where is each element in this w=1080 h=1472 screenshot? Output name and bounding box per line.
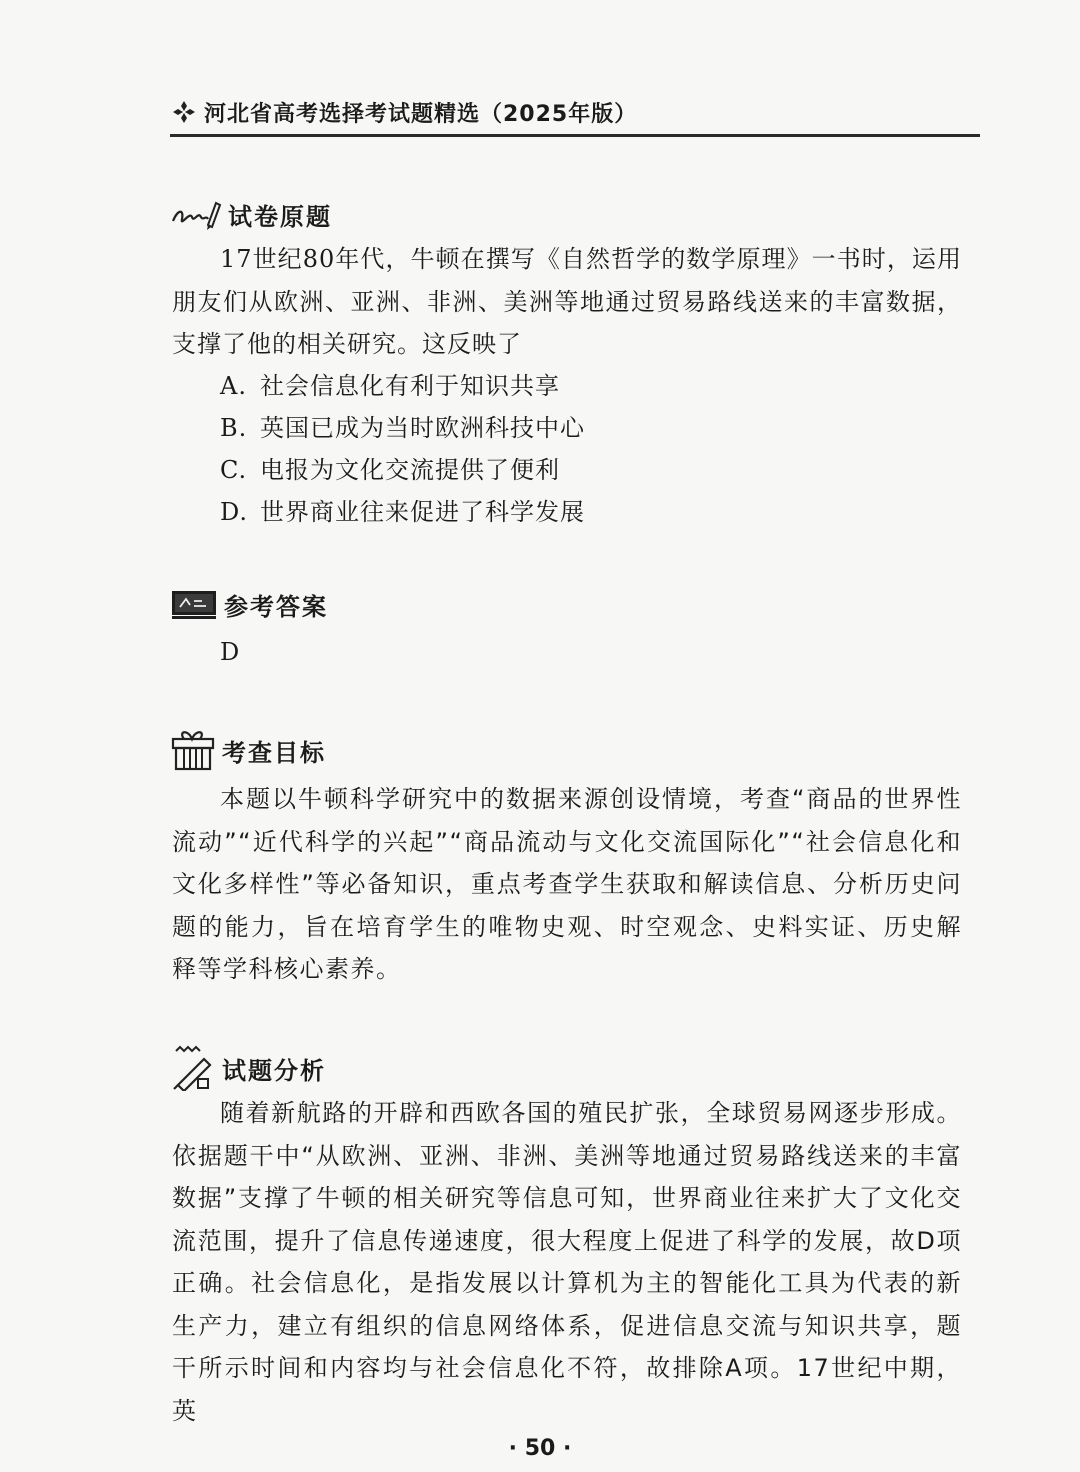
option-key: D. <box>220 498 249 526</box>
option-text: 世界商业往来促进了科学发展 <box>260 498 585 526</box>
page-number: · 50 · <box>508 1436 572 1461</box>
answer-value: D <box>220 638 240 666</box>
pencil-ruler-icon <box>170 1045 216 1091</box>
option-a <box>220 365 560 407</box>
option-b <box>220 407 585 449</box>
diamond-flower-icon <box>172 100 196 124</box>
section-title-text: 参考答案 <box>224 592 328 621</box>
section-title-analysis <box>170 1046 326 1090</box>
section-title-question <box>170 192 332 236</box>
pen-scribble-icon <box>170 197 222 231</box>
option-key: B. <box>220 414 248 442</box>
objective-paragraph: 本题以牛顿科学研究中的数据来源创设情境，考查“商品的世界性流动”“近代科学的兴起”“商品流动与文化交流国际化”“社会信息化和文化多样性”等必备知识，重点考查学生获取和解读信息、分析历史问题的能力，旨在培育学生的唯物史观、时空观念、史料实证、历史解释等学科核心素养。 <box>172 785 962 983</box>
option-text: 社会信息化有利于知识共享 <box>260 372 560 400</box>
gift-box-icon <box>170 729 216 771</box>
section-title-answer <box>170 582 328 626</box>
analysis-paragraph: 随着新航路的开辟和西欧各国的殖民扩张，全球贸易网逐步形成。依据题干中“从欧洲、亚洲、非洲、美洲等地通过贸易路线送来的丰富数据”支撑了牛顿的相关研究等信息可知，世界商业往来扩大了文化交流范围，提升了信息传递速度，很大程度上促进了科学的发展，故D项正确。社会信息化，是指发展以计算机为主的智能化工具为代表的新生产力，建立有组织的信息网络体系，促进信息交流与知识共享，题干所示时间和内容均与社会信息化不符，故排除A项。17世纪中期，英 <box>172 1099 962 1425</box>
running-title: 河北省高考选择考试题精选（2025年版） <box>204 101 638 127</box>
option-key: C. <box>220 456 248 484</box>
section-title-text: 试卷原题 <box>228 202 332 231</box>
option-c <box>220 449 560 491</box>
header-rule <box>170 134 980 137</box>
option-key: A. <box>220 372 247 400</box>
option-d <box>220 491 585 533</box>
question-stem: 17世纪80年代，牛顿在撰写《自然哲学的数学原理》一书时，运用朋友们从欧洲、亚洲、非洲、美洲等地通过贸易路线送来的丰富数据，支撑了他的相关研究。这反映了 <box>172 245 962 358</box>
section-title-objective <box>170 728 326 772</box>
option-text: 电报为文化交流提供了便利 <box>260 456 560 484</box>
blackboard-icon <box>170 587 218 621</box>
section-title-text: 试题分析 <box>222 1056 326 1085</box>
running-head <box>172 92 972 132</box>
section-title-text: 考查目标 <box>222 738 326 767</box>
option-text: 英国已成为当时欧洲科技中心 <box>260 414 585 442</box>
